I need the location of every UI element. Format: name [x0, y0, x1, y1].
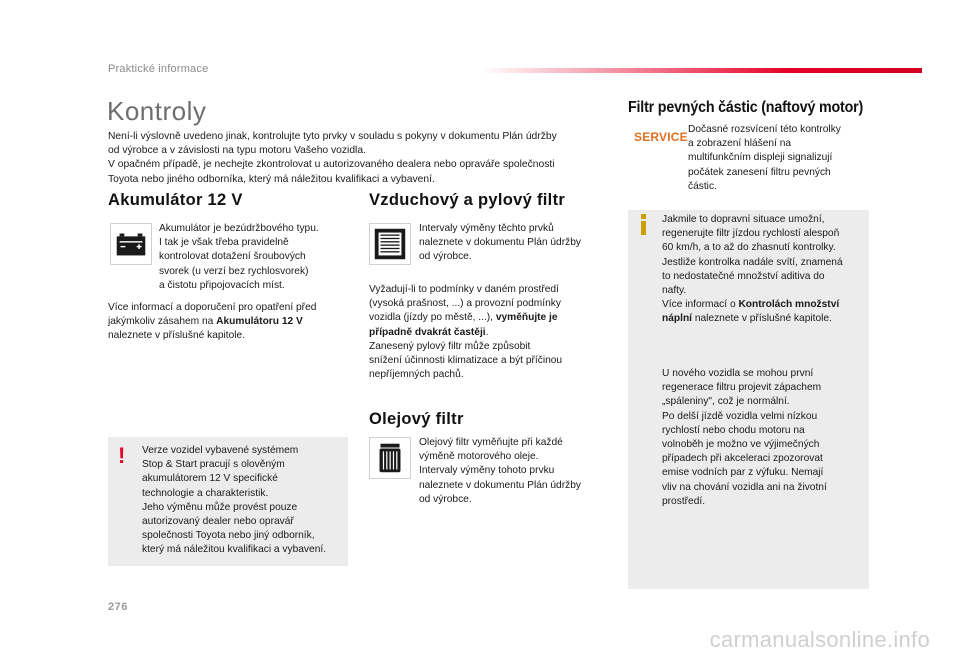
oil-filter-heading: Olejový filtr — [369, 410, 464, 428]
text-line: Více informací o Kontrolách množství — [662, 299, 840, 311]
text-line: náplní naleznete v příslušné kapitole. — [662, 313, 832, 325]
air-filter-details — [369, 283, 614, 382]
text-line: Vyžadují-li to podmínky v daném prostředí — [369, 284, 559, 295]
text-line: Intervaly výměny tohoto prvku — [419, 465, 555, 477]
text-line: kontrolovat dotažení šroubových — [159, 251, 306, 263]
text-line: Jakmile to dopravní situace umožní, — [662, 214, 825, 225]
battery-link-text: Akumulátoru 12 V — [216, 316, 303, 328]
section-header: Praktické informace — [108, 63, 209, 75]
text-line: regenerujte filtr jízdou rychlostí alespoň — [662, 228, 840, 240]
text-line: případech při akceleraci zpozorovat — [662, 453, 823, 465]
text-line: Jestliže kontrolka nadále svítí, znamená — [662, 256, 843, 268]
text-line: vozidla (jízdy po městě, ...), vyměňujte je — [369, 312, 558, 324]
text-line: nepříjemných pachů. — [369, 369, 464, 381]
dpf-text — [688, 123, 868, 194]
air-filter-heading: Vzduchový a pylový filtr — [369, 191, 566, 209]
text-line: rychlostí nebo chodu motoru na — [662, 424, 805, 436]
dpf-heading: Filtr pevných částic (naftový motor) — [628, 99, 864, 116]
text-line: jakýmkoliv zásahem na Akumulátoru 12 V — [108, 316, 303, 328]
text-line: akumulátorem 12 V specifické — [142, 473, 278, 485]
text-line: Zanesený pylový filtr může způsobit — [369, 340, 531, 352]
text-line: (vysoká prašnost, ...) a provozní podmínky — [369, 298, 561, 310]
text-line: Jeho výměnu může provést pouze — [142, 501, 298, 513]
text-line: Akumulátor je bezúdržbového typu. — [159, 223, 319, 234]
text-line: technologie a charakteristik. — [142, 487, 269, 499]
text-line: vliv na chování vozidla ani na životní — [662, 481, 827, 493]
text-line: „spáleniny", což je normální. — [662, 396, 790, 408]
watermark: carmanualsonline.info — [709, 627, 930, 652]
oil-filter-icon — [369, 437, 411, 479]
text-line: Stop & Start pracují s olověným — [142, 459, 285, 471]
battery-text — [159, 222, 349, 293]
intro-paragraph — [108, 130, 608, 187]
text-line: volnoběh je možno ve výjimečných — [662, 439, 820, 451]
air-filter-text — [419, 222, 609, 265]
intro-line: Není-li výslovně uvedeno jinak, kontrolujte tyto prvky v souladu s pokyny v dokumentu Plán údržby — [108, 131, 557, 142]
text-line: Více informací a doporučení pro opatření před — [108, 302, 317, 313]
text-line: Verze vozidel vybavené systémem — [142, 445, 299, 456]
info-icon — [640, 214, 648, 235]
text-line: I tak je však třeba pravidelně — [159, 237, 289, 249]
text-line: společnosti Toyota nebo jiný odborník, — [142, 530, 315, 542]
warning-exclamation-icon: ! — [118, 443, 126, 468]
page-number: 276 — [108, 601, 128, 613]
header-accent-bar — [480, 68, 922, 73]
battery-heading: Akumulátor 12 V — [108, 191, 243, 209]
text-line: případně dvakrát častěji. — [369, 326, 489, 338]
text-line: počátek zanesení filtru pevných — [688, 166, 831, 178]
text-line: od výrobce. — [419, 493, 472, 505]
text-line: který má náležitou kvalifikaci a vybavení. — [142, 544, 327, 556]
battery-more-info — [108, 301, 353, 344]
text-line: prostředí. — [662, 495, 706, 507]
text-line: 60 km/h, a to až do zhasnutí kontrolky. — [662, 242, 836, 254]
text-line: Olejový filtr vyměňujte při každé — [419, 437, 563, 448]
intro-line: V opačném případě, je nechejte zkontrolovat u autorizovaného dealera nebo opraváře společnosti — [108, 159, 555, 171]
text-line: naleznete v dokumentu Plán údržby — [419, 237, 581, 249]
text-line: regenerace filtru projevit zápachem — [662, 382, 822, 394]
text-line: U nového vozidla se mohou první — [662, 368, 814, 379]
dpf-new-vehicle-text — [662, 367, 867, 509]
text-line: a čistotu připojovacích míst. — [159, 279, 285, 291]
text-line: autorizovaný dealer nebo opravář — [142, 516, 294, 528]
intro-line: od výrobce a v závislosti na typu motoru Vašeho vozidla. — [108, 145, 366, 157]
oil-filter-text — [419, 436, 614, 507]
text-line: výměně motorového oleje. — [419, 451, 539, 463]
text-line: částic. — [688, 180, 717, 192]
page-title: Kontroly — [107, 96, 207, 126]
text-line: svorek (u verzí bez rychlosvorek) — [159, 265, 309, 277]
text-line: nafty. — [662, 285, 687, 297]
text-line: naleznete v dokumentu Plán údržby — [419, 479, 581, 491]
dpf-info-text — [662, 213, 867, 327]
text-line: naleznete v příslušné kapitole. — [108, 330, 246, 342]
battery-icon — [110, 223, 152, 265]
warning-text — [142, 444, 347, 558]
text-line: emise vodních par z výfuku. Nemají — [662, 467, 824, 479]
text-line: snížení účinnosti klimatizace a být příčinou — [369, 355, 563, 367]
text-line: Po delší jízdě vozidla velmi nízkou — [662, 410, 818, 422]
text-line: Dočasné rozsvícení této kontrolky — [688, 124, 841, 135]
text-line: a zobrazení hlášení na — [688, 138, 792, 150]
text-line: Intervaly výměny těchto prvků — [419, 223, 554, 234]
text-line: od výrobce. — [419, 251, 472, 263]
text-line: multifunkčním displeji signalizují — [688, 152, 833, 164]
service-warning-icon: SERVICE — [634, 130, 688, 144]
intro-line: Toyota nebo jiného odborníka, který má náležitou kvalifikaci a vybavení. — [108, 173, 435, 185]
text-line: to nedostatečné množství aditiva do — [662, 270, 825, 282]
air-filter-icon — [369, 223, 411, 265]
